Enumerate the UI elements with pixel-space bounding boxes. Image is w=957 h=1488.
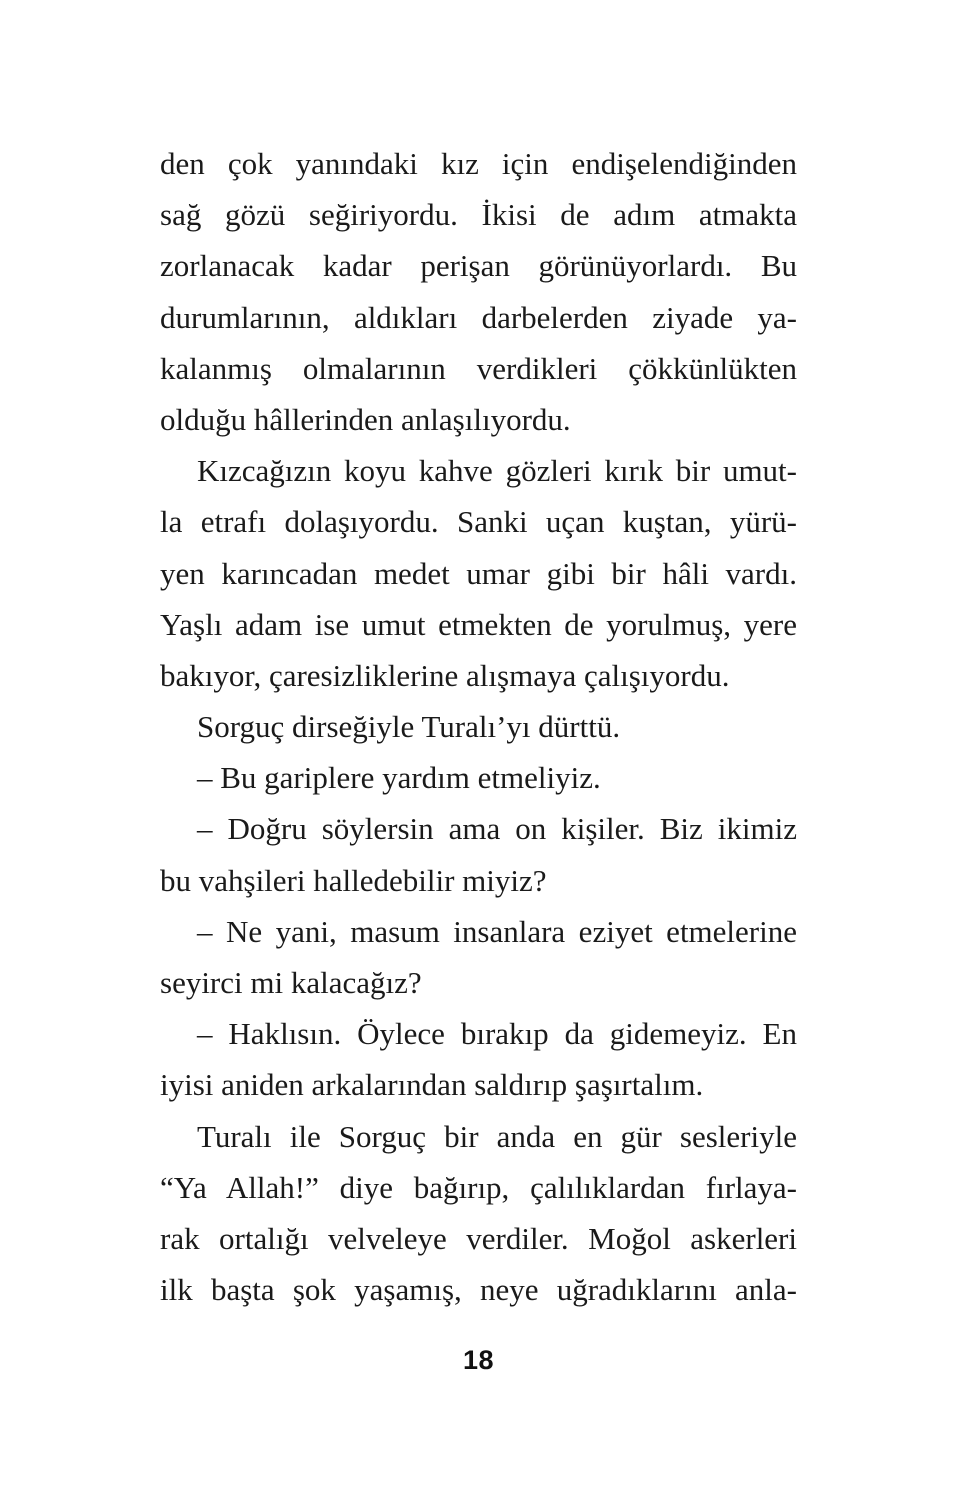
text-line: kalanmış olmalarının verdikleri çökkünlükten — [160, 350, 797, 386]
dialogue-line: – Doğru söylersin ama on kişiler. Biz ikimiz — [197, 811, 797, 847]
dialogue-line: iyisi aniden arkalarından saldırıp şaşırtalım. — [160, 1067, 704, 1103]
page-number: 18 — [462, 1345, 495, 1375]
text-line: sağ gözü seğiriyordu. İkisi de adım atmakta — [160, 197, 797, 233]
text-line: Turalı ile Sorguç bir anda en gür sesleriyle — [197, 1118, 797, 1154]
text-line: bakıyor, çaresizliklerine alışmaya çalışıyordu. — [160, 657, 730, 693]
text-line: olduğu hâllerinden anlaşılıyordu. — [160, 401, 571, 437]
text-line: rak ortalığı velveleye verdiler. Moğol askerleri — [160, 1220, 797, 1256]
text-line: durumlarının, aldıkları darbelerden ziyade ya- — [160, 299, 797, 335]
text-line: “Ya Allah!” diye bağırıp, çalılıklardan fırlaya- — [160, 1169, 797, 1205]
text-line: la etrafı dolaşıyordu. Sanki uçan kuştan, yürü- — [160, 504, 797, 540]
dialogue-line: seyirci mi kalacağız? — [160, 965, 422, 1000]
dialogue-line: – Ne yani, masum insanlara eziyet etmelerine — [197, 913, 797, 949]
text-line: Sorguç dirseğiyle Turalı’yı dürttü. — [197, 709, 621, 745]
text-line: ilk başta şok yaşamış, neye uğradıklarını anla- — [160, 1272, 797, 1308]
text-line: zorlanacak kadar perişan görünüyorlardı. Bu — [160, 248, 797, 284]
text-line: Kızcağızın koyu kahve gözleri kırık bir umut- — [197, 453, 797, 489]
text-line: yen karıncadan medet umar gibi bir hâli vardı. — [160, 555, 797, 591]
body-text — [160, 138, 797, 1315]
text-line: den çok yanındaki kız için endişelendiğinden — [160, 146, 797, 181]
dialogue-line: bu vahşileri halledebilir miyiz? — [160, 862, 547, 898]
dialogue-line: – Haklısın. Öylece bırakıp da gidemeyiz. En — [197, 1016, 797, 1052]
text-line: Yaşlı adam ise umut etmekten de yorulmuş, yere — [160, 606, 797, 642]
dialogue-line: – Bu gariplere yardım etmeliyiz. — [197, 760, 601, 796]
